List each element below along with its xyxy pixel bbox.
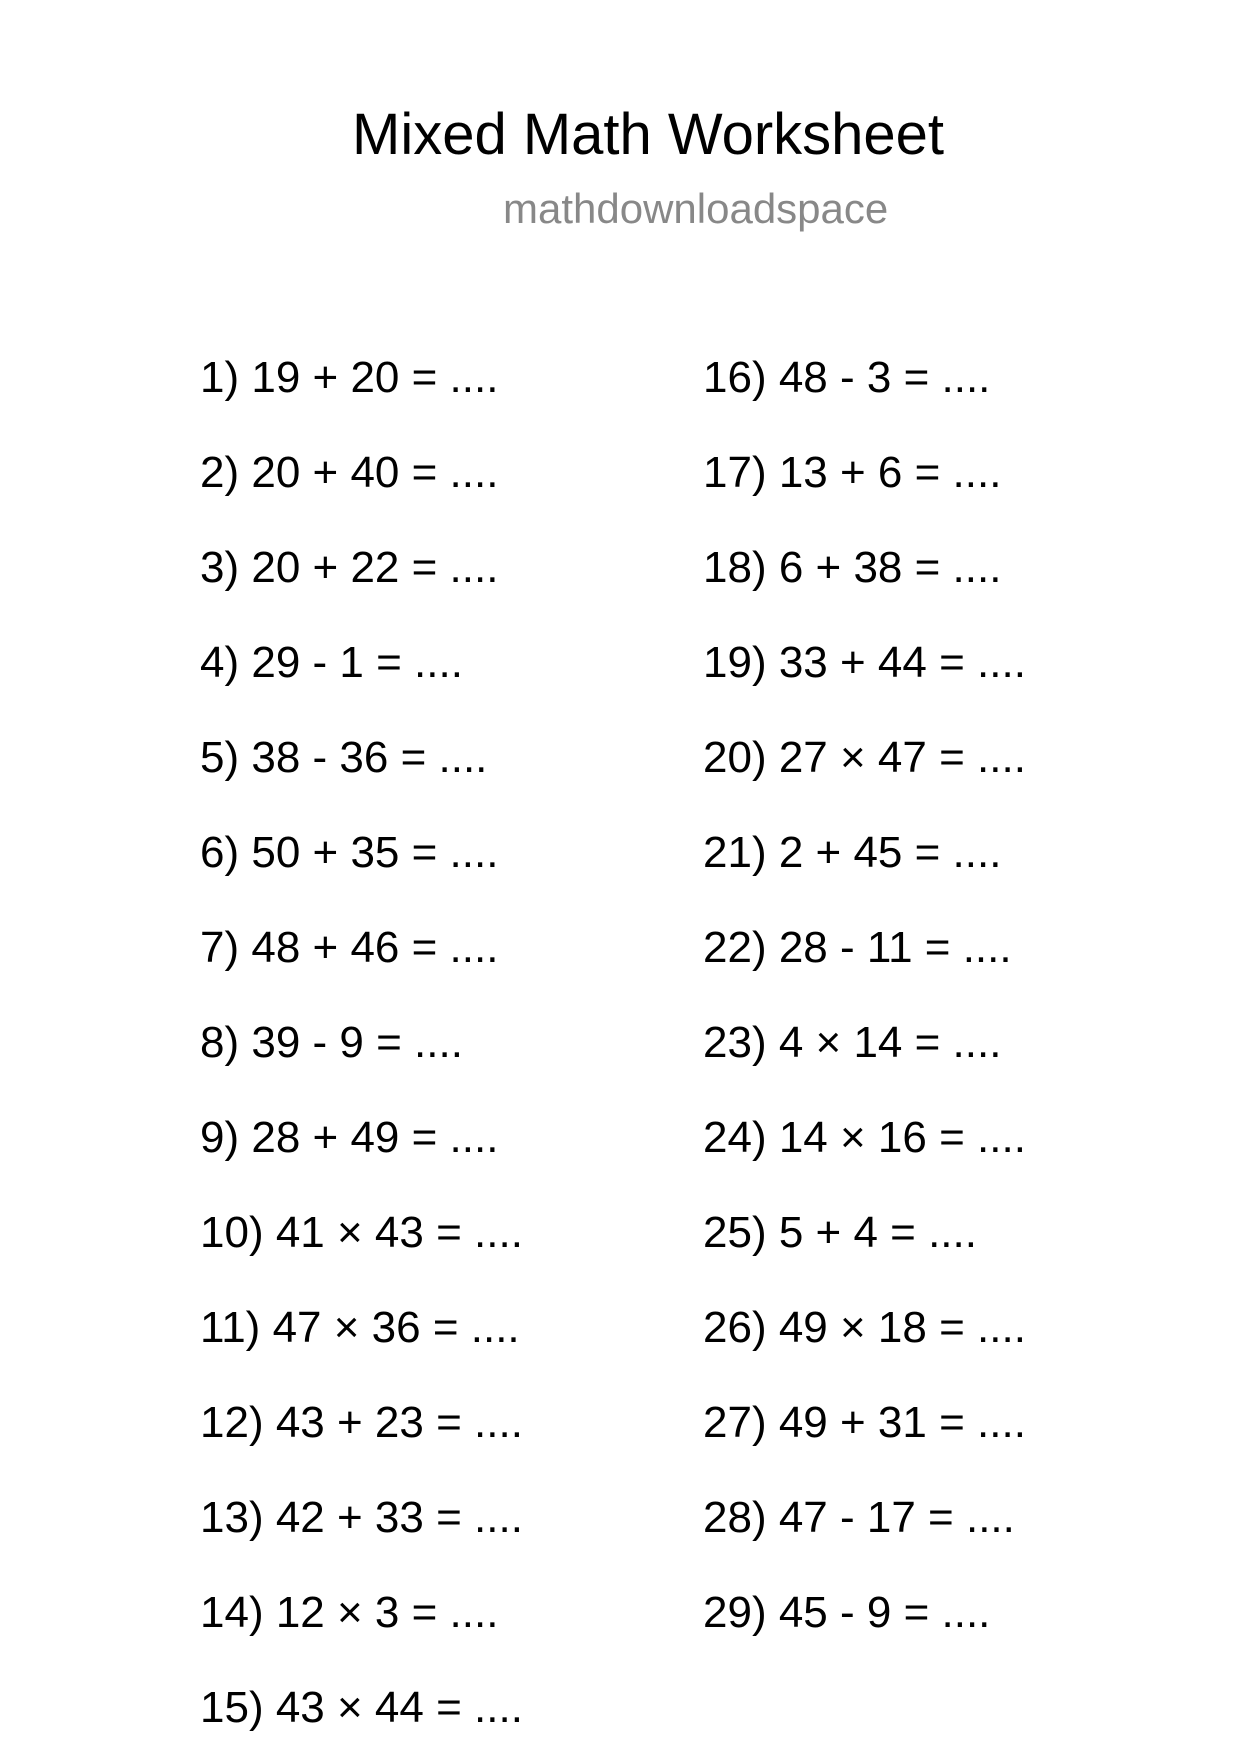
problem-number: 15) [200, 1683, 264, 1732]
problem-expression: 45 - 9 = [778, 1588, 930, 1637]
answer-blank: .... [449, 353, 499, 402]
problem-item [703, 1110, 1026, 1166]
problem-expression: 49 + 31 = [778, 1398, 965, 1447]
answer-blank: .... [449, 543, 499, 592]
problem-expression: 38 - 36 = [251, 733, 427, 782]
answer-blank: .... [438, 733, 488, 782]
problem-item [200, 920, 498, 976]
problem-number: 26) [703, 1303, 767, 1352]
problem-expression: 2 + 45 = [778, 828, 941, 877]
problem-item [200, 1395, 523, 1451]
answer-blank: .... [941, 353, 991, 402]
answer-blank: .... [474, 1208, 523, 1257]
answer-blank: .... [977, 1113, 1026, 1162]
problem-expression: 43 × 44 = [275, 1683, 462, 1732]
answer-blank: .... [952, 543, 1002, 592]
problem-number: 24) [703, 1113, 767, 1162]
answer-blank: .... [470, 1303, 520, 1352]
problem-item [200, 1110, 498, 1166]
problem-expression: 29 - 1 = [251, 638, 402, 687]
answer-blank: .... [977, 638, 1026, 687]
problem-item [703, 445, 1001, 501]
problem-item [703, 1585, 990, 1641]
problem-expression: 47 - 17 = [778, 1493, 954, 1542]
problem-number: 4) [200, 638, 240, 687]
problem-item [200, 445, 498, 501]
answer-blank: .... [928, 1208, 977, 1257]
problem-number: 19) [703, 638, 767, 687]
answer-blank: .... [449, 923, 499, 972]
answer-blank: .... [474, 1493, 523, 1542]
problem-number: 17) [703, 448, 767, 497]
problem-expression: 49 × 18 = [778, 1303, 965, 1352]
problem-expression: 39 - 9 = [251, 1018, 402, 1067]
problem-item [703, 350, 990, 406]
problem-expression: 43 + 23 = [275, 1398, 462, 1447]
problem-number: 23) [703, 1018, 767, 1067]
problem-number: 28) [703, 1493, 767, 1542]
problem-expression: 4 × 14 = [778, 1018, 941, 1067]
problem-item [200, 1205, 523, 1261]
problem-item [703, 920, 1012, 976]
problem-expression: 20 + 40 = [251, 448, 438, 497]
problem-item [703, 1490, 1015, 1546]
problem-number: 2) [200, 448, 240, 497]
problem-number: 13) [200, 1493, 264, 1542]
problem-item [200, 350, 498, 406]
problem-expression: 19 + 20 = [251, 353, 438, 402]
problem-item [200, 1585, 498, 1641]
answer-blank: .... [414, 638, 463, 687]
answer-blank: .... [449, 1588, 499, 1637]
problem-item [703, 635, 1026, 691]
problem-item [703, 1205, 977, 1261]
answer-blank: .... [449, 828, 499, 877]
answer-blank: .... [449, 448, 499, 497]
problem-expression: 48 - 3 = [778, 353, 930, 402]
problem-expression: 41 × 43 = [275, 1208, 462, 1257]
answer-blank: .... [962, 923, 1012, 972]
problem-number: 25) [703, 1208, 767, 1257]
problem-number: 14) [200, 1588, 264, 1637]
problem-item [703, 1015, 1001, 1071]
problem-number: 6) [200, 828, 240, 877]
problem-number: 3) [200, 543, 240, 592]
problem-item [200, 1300, 520, 1356]
problem-expression: 13 + 6 = [778, 448, 941, 497]
problem-number: 21) [703, 828, 767, 877]
problem-expression: 27 × 47 = [778, 733, 965, 782]
problem-expression: 28 + 49 = [251, 1113, 438, 1162]
problem-expression: 48 + 46 = [251, 923, 438, 972]
problem-number: 18) [703, 543, 767, 592]
problem-item [703, 540, 1001, 596]
problem-item [200, 730, 487, 786]
answer-blank: .... [977, 1303, 1026, 1352]
problem-number: 8) [200, 1018, 240, 1067]
problem-number: 12) [200, 1398, 264, 1447]
answer-blank: .... [952, 448, 1002, 497]
problem-number: 5) [200, 733, 240, 782]
problem-expression: 50 + 35 = [251, 828, 438, 877]
problem-expression: 5 + 4 = [778, 1208, 916, 1257]
problem-expression: 47 × 36 = [272, 1303, 459, 1352]
answer-blank: .... [952, 828, 1002, 877]
problem-number: 1) [200, 353, 240, 402]
problem-expression: 42 + 33 = [275, 1493, 462, 1542]
problem-item [200, 635, 463, 691]
problem-expression: 12 × 3 = [275, 1588, 438, 1637]
problem-number: 20) [703, 733, 767, 782]
problem-item [200, 1680, 523, 1736]
answer-blank: .... [474, 1683, 523, 1732]
problem-item [703, 825, 1001, 881]
problem-item [200, 1015, 463, 1071]
problem-number: 9) [200, 1113, 240, 1162]
answer-blank: .... [449, 1113, 499, 1162]
page-subtitle: mathdownloadspace [503, 185, 889, 232]
problem-item [703, 1300, 1026, 1356]
answer-blank: .... [941, 1588, 991, 1637]
problem-expression: 6 + 38 = [778, 543, 941, 592]
page-title: Mixed Math Worksheet [352, 102, 945, 167]
answer-blank: .... [965, 1493, 1015, 1542]
problem-item [703, 1395, 1026, 1451]
answer-blank: .... [414, 1018, 463, 1067]
problem-item [200, 540, 498, 596]
problem-number: 11) [200, 1303, 261, 1352]
problem-number: 16) [703, 353, 767, 402]
problem-expression: 20 + 22 = [251, 543, 438, 592]
answer-blank: .... [977, 733, 1026, 782]
answer-blank: .... [952, 1018, 1002, 1067]
problem-item [200, 1490, 523, 1546]
problem-item [200, 825, 498, 881]
problem-number: 7) [200, 923, 240, 972]
problem-expression: 14 × 16 = [778, 1113, 965, 1162]
problem-number: 27) [703, 1398, 767, 1447]
problem-number: 22) [703, 923, 767, 972]
problem-expression: 33 + 44 = [778, 638, 965, 687]
answer-blank: .... [474, 1398, 523, 1447]
answer-blank: .... [977, 1398, 1026, 1447]
problem-number: 29) [703, 1588, 767, 1637]
problem-number: 10) [200, 1208, 264, 1257]
problem-item [703, 730, 1026, 786]
problem-expression: 28 - 11 = [778, 923, 951, 972]
